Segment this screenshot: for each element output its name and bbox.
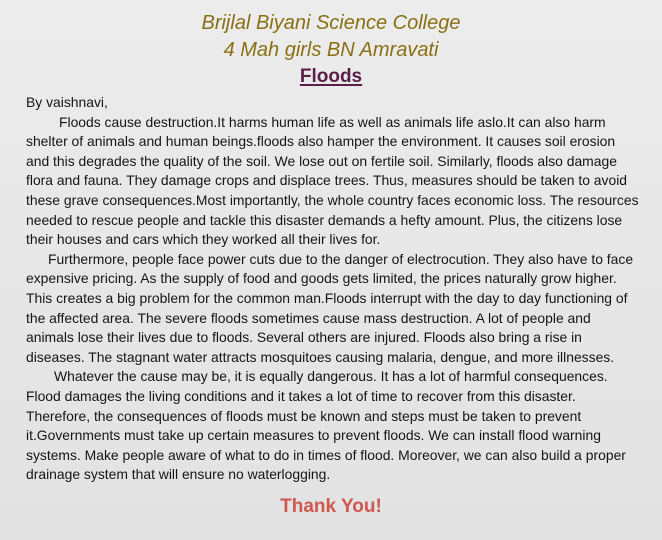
paragraph-3: Whatever the cause may be, it is equally dangerous. It has a lot of harmful consequences. Flood damages the living conditions and it takes a lot of time to recover from this disaster. Therefore, the consequences of floods must be known and steps must be taken to prevent it.Governments must take up certain measures to prevent floods. We can install flood warning systems. Make people aware of what to do in times of flood. Moreover, we can also build a proper drainage system that will ensure no waterlogging. bbox=[26, 368, 626, 483]
essay-body bbox=[26, 93, 642, 485]
essay-title bbox=[0, 66, 662, 88]
essay-title-text: Floods bbox=[299, 66, 363, 87]
closing-text: Thank You! bbox=[280, 496, 382, 517]
paragraph-2: Furthermore, people face power cuts due to the danger of electrocution. They also have to face expensive pricing. As the supply of food and goods gets limited, the prices naturally grow higher. This creates a big problem for the common man.Floods interrupt with the day to day functioning of the affected area. The severe floods sometimes cause mass destruction. A lot of people and animals lose their lives due to floods. Several others are injured. Floods also bring a rise in diseases. The stagnant water attracts mosquitoes causing malaria, dengue, and more illnesses. bbox=[26, 250, 634, 365]
college-name: Brijlal Biyani Science College bbox=[201, 12, 461, 34]
paragraph-1: Floods cause destruction.It harms human life as well as animals life aslo.It can also harm shelter of animals and human beings.floods also hamper the environment. It causes soil erosion and this degrades the quality of the soil. We lose out on fertile soil. Similarly, floods also damage flora and fauna. They damage crops and displace trees. Thus, measures should be taken to avoid these grave consequences.Most importantly, the whole country faces economic loss. The resources needed to rescue people and tackle this disaster demands a hefty amount. Plus, the citizens lose their houses and cars which they worked all their lives for. bbox=[26, 113, 639, 248]
author-line: By vaishnavi, bbox=[26, 94, 108, 110]
unit-name: 4 Mah girls BN Amravati bbox=[223, 39, 439, 61]
